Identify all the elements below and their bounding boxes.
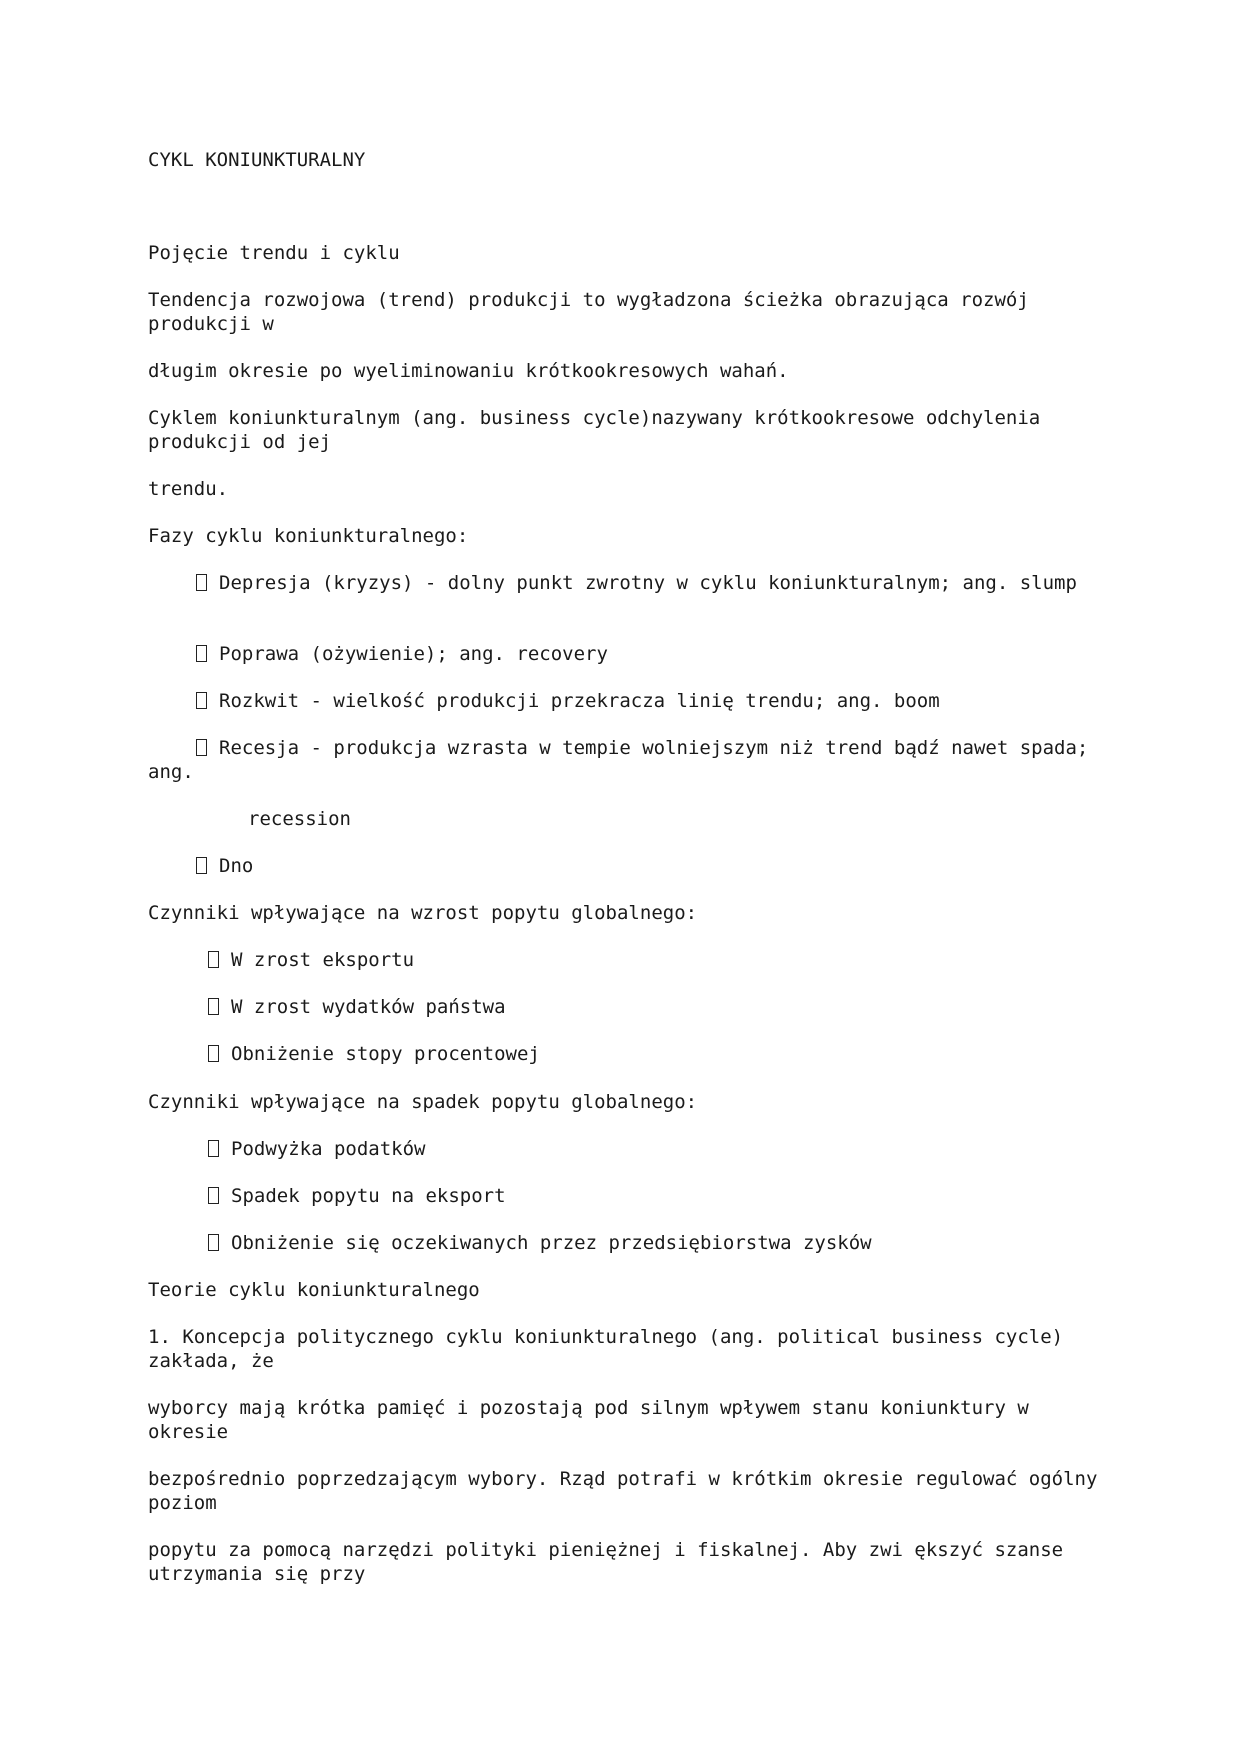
decrease-factor-item: Podwyżka podatków xyxy=(208,1137,1158,1161)
decrease-factor-item: Spadek popytu na eksport xyxy=(208,1184,1158,1208)
increase-factor-item: W zrost wydatków państwa xyxy=(208,995,1158,1019)
increase-factors-heading: Czynniki wpływające na wzrost popytu globalnego: xyxy=(148,902,698,924)
increase-factor-item: Obniżenie stopy procentowej xyxy=(208,1042,1158,1066)
phase-item: Dno xyxy=(196,854,1146,878)
bullet-box-icon xyxy=(196,574,207,591)
bullet-box-icon xyxy=(208,1234,219,1251)
phase-item: Rozkwit - wielkość produkcji przekracza linię trendu; ang. boom xyxy=(196,689,1146,713)
bullet-box-icon xyxy=(208,1187,219,1204)
decrease-factors-heading: Czynniki wpływające na spadek popytu globalnego: xyxy=(148,1091,698,1113)
bullet-box-icon xyxy=(196,857,207,874)
bullet-box-icon xyxy=(208,998,219,1015)
theory-paragraph: bezpośrednio poprzedzającym wybory. Rząd potrafi w krótkim okresie regulować ogólny poziom xyxy=(148,1468,1109,1514)
phase-item: Poprawa (ożywienie); ang. recovery xyxy=(196,642,1146,666)
phase-item: Depresja (kryzys) - dolny punkt zwrotny w cyklu koniunkturalnym; ang. slump xyxy=(148,571,1098,595)
phases-heading: Fazy cyklu koniunkturalnego: xyxy=(148,525,469,547)
phase-item: Recesja - produkcja wzrasta w tempie wolniejszym niż trend bądź nawet spada; ang. xyxy=(148,737,1100,783)
theory-paragraph: 1. Koncepcja politycznego cyklu koniunkturalnego (ang. political business cycle) zakłada, że xyxy=(148,1326,1075,1372)
bullet-box-icon xyxy=(208,951,219,968)
increase-factor-item: W zrost eksportu xyxy=(208,948,1158,972)
theories-heading: Teorie cyklu koniunkturalnego xyxy=(148,1279,480,1301)
decrease-factor-item: Obniżenie się oczekiwanych przez przedsiębiorstwa zysków xyxy=(208,1231,1158,1255)
section-heading-trend: Pojęcie trendu i cyklu xyxy=(148,242,400,264)
theory-paragraph: popytu za pomocą narzędzi polityki pieniężnej i fiskalnej. Aby zwi ększyć szanse utrzymania się przy xyxy=(148,1539,1075,1585)
phase-item-cont: recession xyxy=(248,808,351,830)
paragraph-trend-definition-cont: długim okresie po wyeliminowaniu krótkookresowych wahań. xyxy=(148,360,789,382)
paragraph-trend-definition: Tendencja rozwojowa (trend) produkcji to wygładzona ścieżka obrazująca rozwój produkcji w xyxy=(148,289,1041,335)
bullet-box-icon xyxy=(196,645,207,662)
paragraph-cycle-definition: Cyklem koniunkturalnym (ang. business cycle)nazywany krótkookresowe odchylenia produkcji od jej xyxy=(148,407,1052,453)
bullet-box-icon xyxy=(196,692,207,709)
paragraph-cycle-definition-cont: trendu. xyxy=(148,478,229,500)
theory-paragraph: wyborcy mają krótka pamięć i pozostają pod silnym wpływem stanu koniunktury w okresie xyxy=(148,1397,1041,1443)
bullet-box-icon xyxy=(208,1140,219,1157)
bullet-box-icon xyxy=(196,739,207,756)
document-title: CYKL KONIUNKTURALNY xyxy=(148,149,366,171)
bullet-box-icon xyxy=(208,1045,219,1062)
